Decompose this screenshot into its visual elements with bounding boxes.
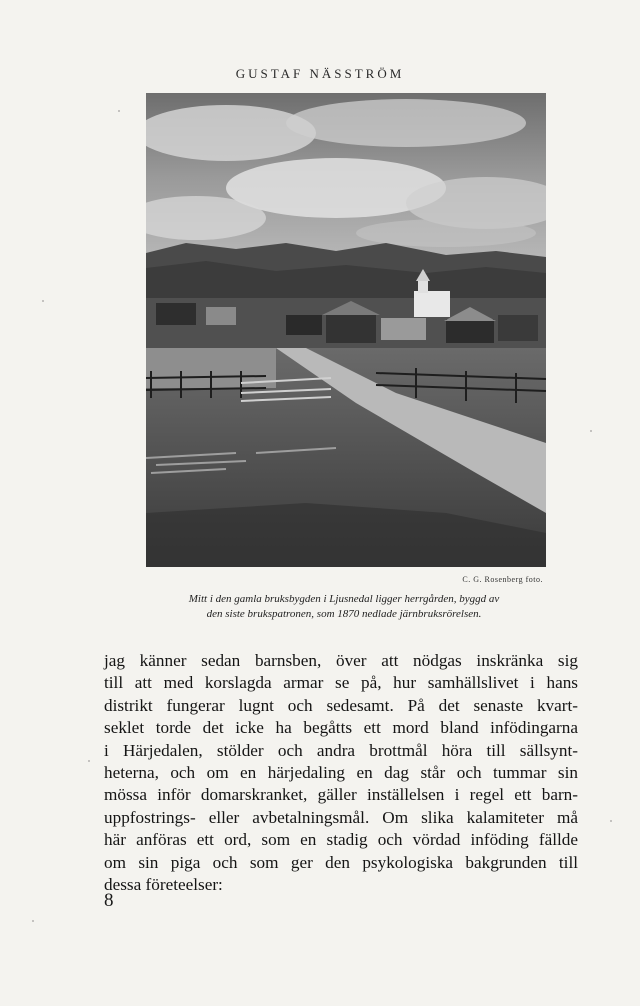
text-line: till att med korslagda armar se på, hur samhällslivet i hans (104, 673, 578, 693)
text-line: jag känner sedan barnsben, över att nödgas inskränka sig (104, 651, 578, 670)
text-line: heterna, och om en härjedaling en dag står och tummar sin (104, 763, 578, 783)
caption-line: Mitt i den gamla bruksbygden i Ljusnedal ligger herrgården, byggd av (188, 593, 500, 605)
body-paragraph (104, 650, 578, 896)
text-line: seklet torde det icke ha begåtts ett mord bland infödingarna (104, 718, 578, 738)
text-line: här anföras ett ord, som en stadig och vördad inföding fällde (104, 830, 578, 850)
print-speck (610, 820, 612, 822)
photo-caption (130, 592, 558, 622)
text-line: uppfostrings- eller avbetalningsmål. Om slika kalamiteter må (104, 807, 578, 827)
print-speck (118, 110, 120, 112)
text-line: mössa inför domarskranket, gäller inställelsen i regel ett barn- (104, 785, 578, 805)
print-speck (590, 430, 592, 432)
text-line: om sin piga och som ger den psykologiska bakgrunden till (104, 852, 578, 872)
print-speck (42, 300, 44, 302)
photo-credit: C. G. Rosenberg foto. (462, 575, 543, 584)
print-speck (32, 920, 34, 922)
text-line: distrikt fungerar lugnt och sedesamt. På det senaste kvart- (104, 695, 578, 715)
text-line: dessa företeelser: (104, 875, 223, 895)
caption-line: den siste brukspatronen, som 1870 nedlade järnbruksrörelsen. (206, 608, 482, 620)
running-head: GUSTAF NÄSSTRÖM (235, 66, 405, 81)
page-number: 8 (104, 890, 114, 911)
print-speck (88, 760, 90, 762)
text-line: i Härjedalen, stölder och andra brottmål höra till sällsynt- (104, 740, 578, 760)
village-photograph (146, 93, 546, 567)
